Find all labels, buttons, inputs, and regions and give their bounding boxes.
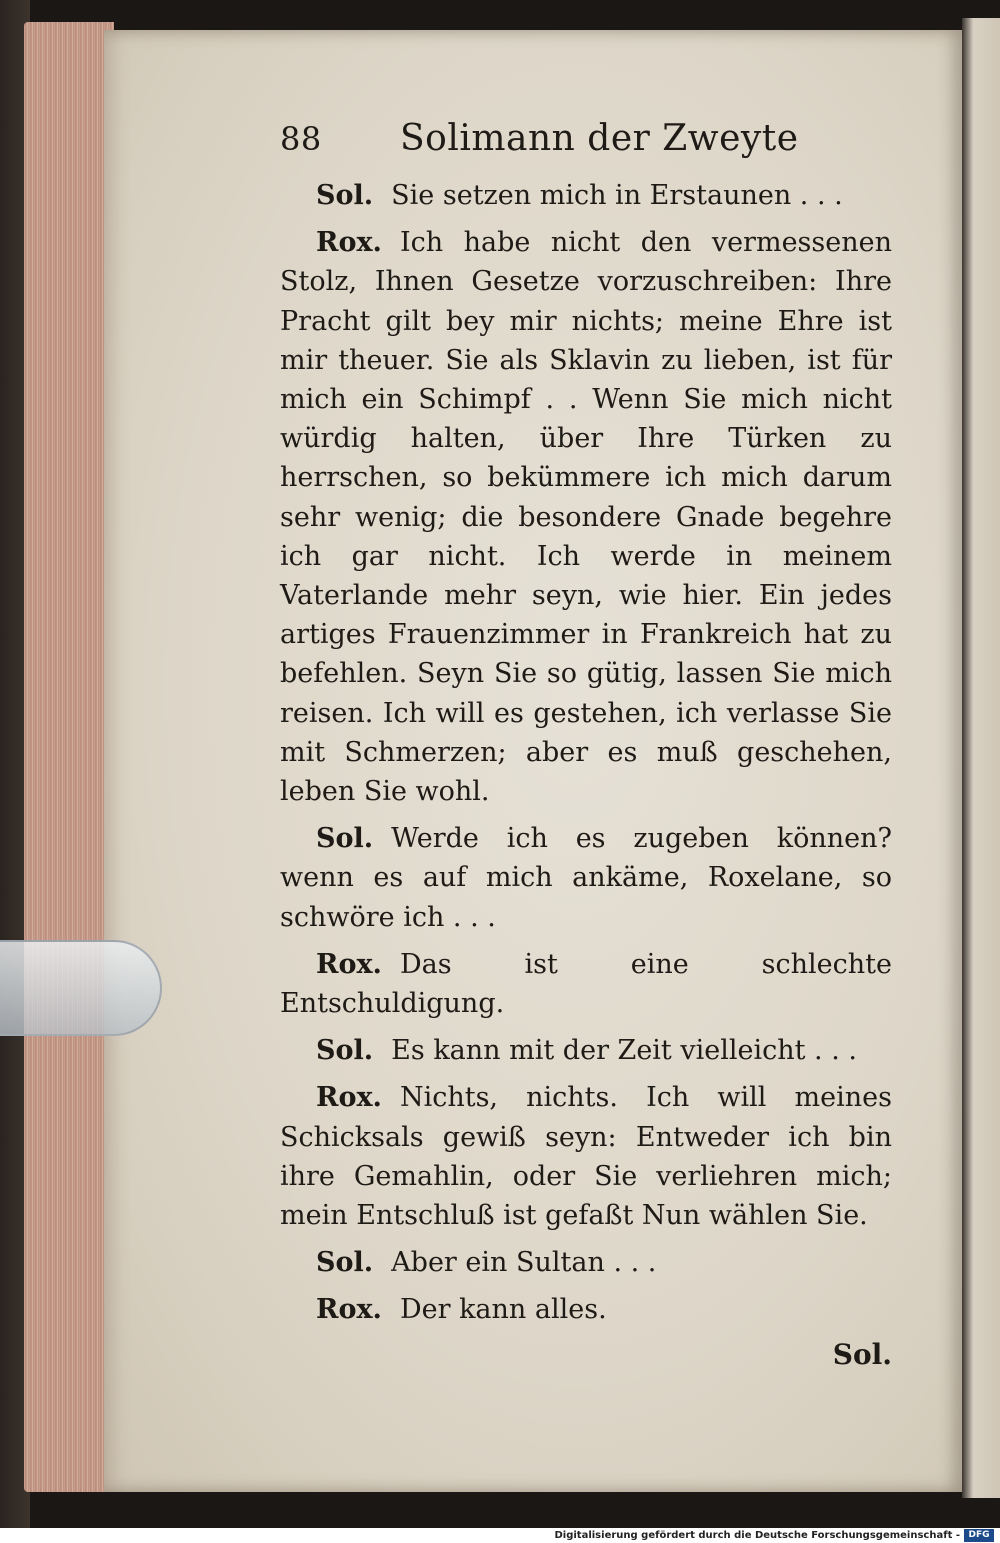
speaker-label: Sol. <box>316 1247 374 1279</box>
speech-paragraph <box>280 1078 892 1235</box>
page-edges <box>24 22 114 1492</box>
speech-text: Werde ich es zugeben können? wenn es auf mich ankäme, Roxelane, so schwöre ich . . . <box>280 823 892 933</box>
speech-text: Es kann mit der Zeit vielleicht . . . <box>391 1035 857 1067</box>
speech-text: Das ist eine schlechte Entschuldigung. <box>280 948 892 1020</box>
speech-paragraph <box>280 223 892 811</box>
speaker-label: Sol. <box>316 1035 374 1067</box>
speech-paragraph <box>280 1243 892 1282</box>
dfg-logo: DFG <box>964 1529 994 1542</box>
page-text <box>280 118 892 1371</box>
speech-paragraph <box>280 819 892 937</box>
speech-text: Ich habe nicht den vermessenen Stolz, Ihnen Gesetze vorzuschreiben: Ihre Pracht gilt bey mir nichts; meine Ehre ist mir theuer. Sie als Sklavin zu lieben, ist für mich ein Schimpf . . Wenn Sie mich nicht würdig halten, über Ihre Türken zu herrschen, so bekümmere ich mich darum sehr wenig; die besondere Gnade begehre ich gar nicht. Ich werde in meinem Vaterlande mehr seyn, wie hier. Ein jedes artiges Frauenzimmer in Frankreich hat zu befehlen. Seyn Sie so gütig, lassen Sie mich reisen. Ich will es gestehen, ich verlasse Sie mit Schmerzen; aber es muß geschehen, leben Sie wohl. <box>280 227 892 808</box>
speaker-label: Rox. <box>316 227 382 259</box>
speaker-label: Rox. <box>316 948 382 980</box>
facing-page-edge <box>962 18 1000 1498</box>
speaker-label: Rox. <box>316 1294 382 1326</box>
speaker-label: Sol. <box>316 823 374 855</box>
speech-paragraph <box>280 1031 892 1070</box>
speech-text: Nichts, nichts. Ich will meines Schicksals gewiß seyn: Entweder ich bin ihre Gemahlin, oder Sie verliehren mich; mein Entschluß ist gefaßt Nun wählen Sie. <box>280 1082 892 1232</box>
page-clip <box>0 940 162 1036</box>
speech-text: Der kann alles. <box>399 1294 607 1326</box>
running-head <box>280 118 892 176</box>
catchword: Sol. <box>832 1337 892 1371</box>
speech-paragraph <box>280 945 892 1023</box>
digitization-footer <box>0 1528 1000 1543</box>
page-number: 88 <box>280 120 322 158</box>
speech-paragraph <box>280 1290 892 1329</box>
speech-paragraph <box>280 176 892 215</box>
speech-text: Aber ein Sultan . . . <box>391 1247 657 1279</box>
speech-text: Sie setzen mich in Erstaunen . . . <box>391 180 843 211</box>
running-title: Solimann der Zweyte <box>400 118 799 159</box>
footer-credit: Digitalisierung gefördert durch die Deutsche Forschungsgemeinschaft - <box>554 1530 960 1541</box>
speaker-label: Sol. <box>316 180 374 211</box>
speaker-label: Rox. <box>316 1082 382 1114</box>
